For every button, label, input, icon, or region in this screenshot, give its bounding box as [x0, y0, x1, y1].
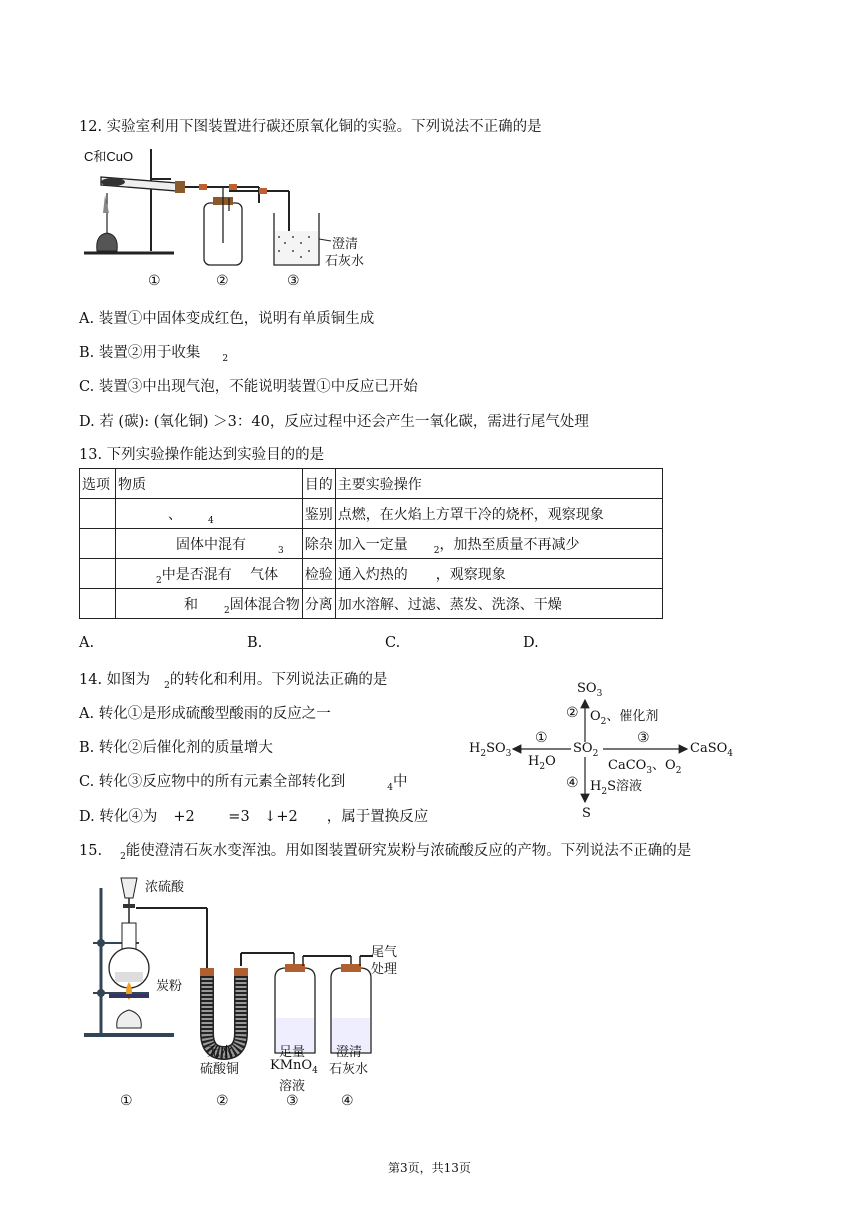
row-option — [80, 589, 116, 619]
cond4-post: S溶液 — [607, 779, 642, 794]
q14-option-c-end: 中 — [393, 774, 408, 790]
h2so3-h: H — [469, 741, 481, 756]
q12-option-b — [79, 341, 228, 362]
row-substance-sub: 2 — [156, 575, 162, 586]
row-operation-sub: 2 — [433, 545, 440, 556]
q14-stem — [79, 668, 387, 689]
row-substance — [116, 499, 303, 529]
q12-fig-num-3: ③ — [287, 273, 300, 289]
q15-label-lime-2: 石灰水 — [329, 1062, 369, 1077]
row-substance-sub: 2 — [224, 605, 230, 616]
row-substance-text: 中是否混有 气体 — [161, 566, 279, 583]
q14-stem-post: 的转化和利用。下列说法正确的是 — [169, 672, 388, 688]
q15-stem-post: 能使澄清石灰水变浑浊。用如图装置研究炭粉与浓硫酸反应的产物。下列说法不正确的是 — [125, 843, 692, 859]
q15-label-cuso4-2: 硫酸铜 — [200, 1062, 240, 1077]
row-substance-text-2: 固体混合物 — [229, 596, 300, 613]
q14-option-b: B. 转化②后催化剂的质量增大 — [79, 740, 273, 756]
q15-label-cuso4-1: 无水 — [207, 1045, 234, 1060]
row-substance-sub: 3 — [278, 545, 284, 556]
diagram-num-2: ② — [566, 705, 579, 721]
so3-sub: 3 — [596, 689, 603, 699]
diagram-cond-4 — [590, 775, 642, 797]
cond3-sub: 3 — [646, 766, 653, 776]
cond2-o: O — [590, 709, 601, 724]
row-substance — [116, 529, 303, 559]
q15-stem-sub: 2 — [120, 852, 126, 862]
so3-text: SO — [577, 681, 597, 696]
table-header-row — [80, 469, 663, 499]
h2so3-sub-a: 2 — [480, 749, 487, 759]
q15-stem-pre: 15. — [79, 843, 103, 859]
q15-label-carbon: 炭粉 — [156, 979, 183, 994]
diagram-cond-2 — [590, 705, 659, 727]
diagram-s: S — [582, 806, 591, 821]
row-substance-text: 、 — [168, 506, 182, 523]
caso4-sub: 4 — [727, 749, 733, 759]
so2-sub: 2 — [592, 749, 599, 759]
cond4-sub: 2 — [601, 787, 608, 797]
row-option — [80, 499, 116, 529]
row-operation-text-2: ，加热至质量不再减少 — [439, 536, 580, 553]
q12-limewater-label-2: 石灰水 — [325, 254, 365, 269]
table-row — [80, 529, 663, 559]
q14-option-d — [79, 805, 428, 826]
q12-option-a: A. 装置①中固体变成红色，说明有单质铜生成 — [79, 311, 375, 327]
row-purpose: 除杂 — [302, 529, 335, 559]
kmno4-text: KMnO — [270, 1058, 313, 1073]
row-operation: 通入灼热的 ，观察现象 — [335, 559, 662, 589]
q13-stem: 13. 下列实验操作能达到实验目的的是 — [79, 447, 325, 463]
q14-option-c — [79, 770, 408, 791]
cond1-sub: 2 — [539, 762, 546, 772]
q15-label-kmno4-3: 溶液 — [279, 1079, 306, 1094]
q13-table — [79, 468, 663, 619]
diagram-num-3: ③ — [637, 730, 650, 746]
diagram-num-4: ④ — [566, 775, 579, 791]
row-purpose: 分离 — [302, 589, 335, 619]
q14-option-c-sub: 4 — [387, 783, 394, 793]
cond2-sub: 2 — [600, 717, 607, 727]
row-operation-text: 加入一定量 — [337, 536, 408, 553]
h2so3-sub-c: 3 — [505, 749, 512, 759]
row-operation: 点燃，在火焰上方罩干冷的烧杯，观察现象 — [335, 499, 662, 529]
q12-reactant-label: C和CuO — [84, 149, 134, 164]
q12-fig-num-2: ② — [216, 273, 229, 289]
cond3-sub-2: 2 — [675, 766, 682, 776]
q15-stem — [79, 839, 691, 860]
diagram-so2 — [573, 741, 599, 759]
so2-text: SO — [573, 741, 593, 756]
cond2-post: 、催化剂 — [606, 709, 659, 724]
table-row — [80, 589, 663, 619]
caso4-text: CaSO — [690, 741, 728, 756]
q14-option-d-equation: +2 =3 ↓+2 — [173, 809, 327, 825]
row-purpose: 鉴别 — [302, 499, 335, 529]
header-operation: 主要实验操作 — [335, 469, 662, 499]
q12-fig-num-1: ① — [148, 273, 161, 289]
q12-option-c: C. 装置③中出现气泡，不能说明装置①中反应已开始 — [79, 379, 418, 395]
row-substance-text: 和 — [184, 596, 198, 613]
q14-option-a: A. 转化①是形成硫酸型酸雨的反应之一 — [79, 706, 331, 722]
q12-stem: 12. 实验室利用下图装置进行碳还原氧化铜的实验。下列说法不正确的是 — [79, 119, 542, 135]
cond1-h: H — [528, 754, 540, 769]
row-option — [80, 529, 116, 559]
cond4-h: H — [590, 779, 602, 794]
h2so3-so: SO — [486, 741, 506, 756]
table-row — [80, 499, 663, 529]
q15-label-tail-1: 尾气 — [371, 945, 398, 960]
q15-fig-num-2: ② — [216, 1093, 229, 1109]
header-purpose: 目的 — [302, 469, 335, 499]
q14-option-d-end: ，属于置换反应 — [326, 809, 429, 825]
row-option — [80, 559, 116, 589]
table-row — [80, 559, 663, 589]
cond1-post: O — [545, 754, 556, 769]
q14-stem-sub: 2 — [164, 681, 170, 691]
diagram-num-1: ① — [535, 730, 548, 746]
kmno4-sub: 4 — [312, 1066, 318, 1076]
q15-fig-num-3: ③ — [286, 1093, 299, 1109]
page-footer: 第3页，共13页 — [388, 1161, 471, 1175]
q15-label-kmno4-2 — [270, 1058, 318, 1076]
q15-label-kmno4-1: 足量 — [279, 1045, 306, 1060]
q15-label-tail-2: 处理 — [371, 962, 398, 977]
q12-option-b-sub: 2 — [222, 354, 229, 364]
row-substance — [116, 589, 303, 619]
q12-limewater-label-1: 澄清 — [332, 237, 359, 252]
row-operation — [335, 529, 662, 559]
q13-answer-a: A. — [79, 635, 95, 651]
cond3-caco: CaCO — [608, 758, 647, 773]
q15-label-acid: 浓硫酸 — [145, 880, 185, 895]
q15-fig-num-1: ① — [120, 1093, 133, 1109]
row-substance — [116, 559, 303, 589]
q14-stem-pre: 14. 如图为 — [79, 672, 151, 688]
row-substance-text: 固体中混有 — [176, 536, 246, 553]
row-substance-sub: 4 — [208, 515, 214, 526]
q12-apparatus-figure — [79, 143, 379, 293]
q15-fig-num-4: ④ — [341, 1093, 354, 1109]
diagram-so3 — [577, 681, 603, 699]
header-substance: 物质 — [116, 469, 303, 499]
diagram-h2so3 — [469, 741, 512, 759]
diagram-cond-1 — [528, 754, 556, 772]
q15-label-lime-1: 澄清 — [336, 1045, 363, 1060]
diagram-cond-3 — [608, 754, 682, 776]
q13-answer-c: C. — [385, 635, 401, 651]
cond3-post: 、O — [652, 758, 676, 773]
q12-option-d: D. 若 (碳): (氧化铜) ＞3：40，反应过程中还会产生一氧化碳，需进行尾气处理 — [79, 414, 589, 430]
q12-option-b-text: B. 装置②用于收集 — [79, 345, 201, 361]
row-operation: 加水溶解、过滤、蒸发、洗涤、干燥 — [335, 589, 662, 619]
diagram-caso4 — [690, 741, 733, 759]
q14-option-d-text: D. 转化④为 — [79, 809, 158, 825]
q13-answer-b: B. — [247, 635, 263, 651]
row-purpose: 检验 — [302, 559, 335, 589]
q13-answer-d: D. — [523, 635, 539, 651]
header-option: 选项 — [80, 469, 116, 499]
q14-option-c-text: C. 转化③反应物中的所有元素全部转化到 — [79, 774, 346, 790]
